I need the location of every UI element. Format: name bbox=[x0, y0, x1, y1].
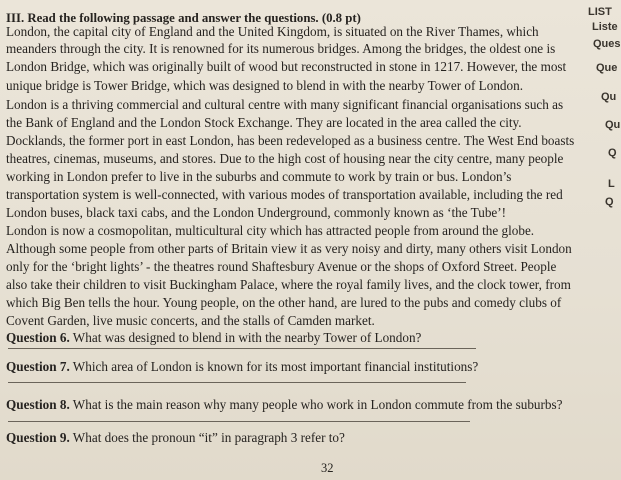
margin-ques-label: Ques bbox=[593, 38, 621, 50]
answer-line-6[interactable] bbox=[8, 348, 476, 349]
question-7-label: Question 7. bbox=[6, 359, 70, 374]
passage-line: which Big Ben tells the hour. Young people, on the other hand, are lured to the pubs and comedy clubs of bbox=[6, 295, 562, 310]
margin-qu-label-2: Qu bbox=[605, 119, 621, 131]
page-number: 32 bbox=[321, 461, 334, 475]
margin-que-label: Que bbox=[596, 62, 618, 74]
passage-line: London buses, black taxi cabs, and the London Underground, commonly known as ‘the Tube’! bbox=[6, 205, 507, 220]
margin-liste-label: Liste bbox=[592, 21, 618, 33]
margin-q-label-1: Q bbox=[608, 147, 617, 159]
answer-line-7[interactable] bbox=[8, 382, 466, 383]
passage-line: London is now a cosmopolitan, multicultural city which has attracted people from around the globe. bbox=[6, 223, 535, 238]
passage-line: only for the ‘bright lights’ - the theatres round Shaftesbury Avenue or the shops of Oxford Street. People bbox=[6, 259, 557, 274]
passage-line: meanders through the city. It is renowned for its numerous bridges. Among the bridges, the oldest one is bbox=[6, 41, 556, 56]
passage-line: transportation system is well-connected, with various modes of transportation available, including the red bbox=[6, 187, 563, 202]
question-6 bbox=[6, 330, 421, 346]
margin-q-label-2: Q bbox=[605, 196, 614, 208]
passage-line: unique bridge is Tower Bridge, which was designed to blend in with the nearby Tower of London. bbox=[6, 78, 524, 93]
passage-line: also take their children to visit Buckingham Palace, where the royal family lives, and the clock tower, from bbox=[6, 277, 571, 292]
passage-line: London, the capital city of England and the United Kingdom, is situated on the River Thames, which bbox=[6, 24, 539, 39]
question-7 bbox=[6, 359, 478, 375]
passage-line: London is a thriving commercial and cultural centre with many significant financial organisations such as bbox=[6, 97, 564, 112]
margin-qu-label-1: Qu bbox=[601, 91, 617, 103]
passage-line: Covent Garden, live music concerts, and the stalls of Camden market. bbox=[6, 313, 375, 328]
margin-list-label: LIST bbox=[588, 6, 612, 18]
passage-line: London Bridge, which was originally built of wood but reconstructed in stone in 1217. However, the most bbox=[6, 59, 567, 74]
passage-line: Although some people from other parts of Britain view it as very noisy and dirty, many others visit London bbox=[6, 241, 572, 256]
question-9 bbox=[6, 430, 345, 446]
passage-line: the Bank of England and the London Stock Exchange. They are located in the area called the city. bbox=[6, 115, 522, 130]
question-9-text: What does the pronoun “it” in paragraph 3 refer to? bbox=[69, 430, 345, 445]
question-6-text: What was designed to blend in with the nearby Tower of London? bbox=[69, 330, 422, 345]
passage-line: working in London prefer to live in the suburbs and commute to work by train or bus. London’s bbox=[6, 169, 512, 184]
passage-line: theatres, cinemas, museums, and stores. Due to the high cost of housing near the city centre, many people bbox=[6, 151, 564, 166]
passage-line: Docklands, the former port in east London, has been redeveloped as a business centre. The West End boasts bbox=[6, 133, 575, 148]
question-8 bbox=[6, 397, 562, 413]
question-9-label: Question 9. bbox=[6, 430, 70, 445]
margin-l-label: L bbox=[608, 178, 615, 190]
question-6-label: Question 6. bbox=[6, 330, 70, 345]
section-heading: III. Read the following passage and answer the questions. (0.8 pt) bbox=[6, 11, 361, 25]
question-8-text: What is the main reason why many people who work in London commute from the suburbs? bbox=[69, 397, 563, 412]
answer-line-8[interactable] bbox=[8, 421, 470, 422]
question-7-text: Which area of London is known for its most important financial institutions? bbox=[69, 359, 479, 374]
question-8-label: Question 8. bbox=[6, 397, 70, 412]
